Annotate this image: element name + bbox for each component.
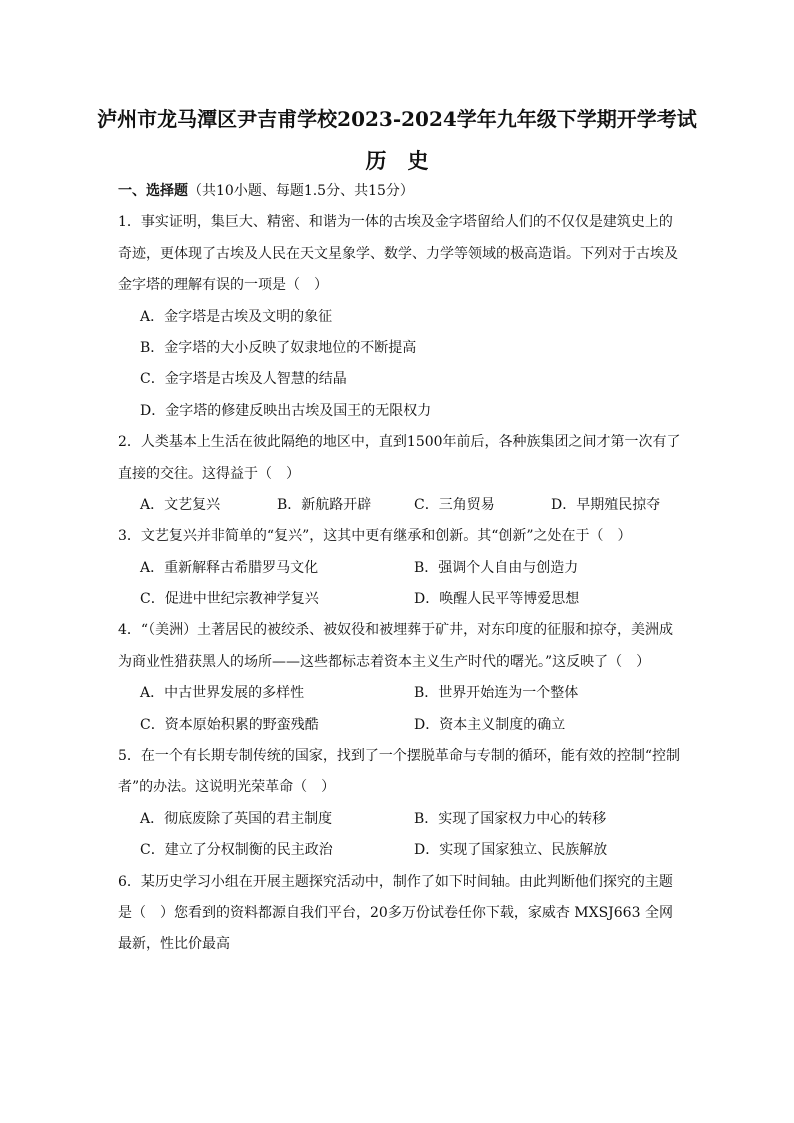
question-4 xyxy=(118,615,688,741)
option-a: A．文艺复兴 xyxy=(140,496,221,513)
option-row xyxy=(118,584,688,615)
option-d: D．早期殖民掠夺 xyxy=(551,496,661,513)
option-row xyxy=(118,710,688,741)
section-heading-label: 一、选择题 xyxy=(118,183,188,199)
question-stem-line: 3．文艺复兴并非简单的“复兴”，这其中更有继承和创新。其“创新”之处在于（ ） xyxy=(118,528,632,545)
question-6 xyxy=(118,867,688,961)
question-stem-line: 者”的办法。这说明光荣革命（ ） xyxy=(118,779,336,796)
option-b: B．新航路开辟 xyxy=(277,496,372,513)
question-stem-line: 直接的交往。这得益于（ ） xyxy=(118,465,300,482)
document-title: 泸州市龙马潭区尹吉甫学校2023-2024学年九年级下学期开学考试 xyxy=(97,107,697,131)
option-row xyxy=(118,490,688,521)
question-stem-line: 金字塔的理解有误的一项是（ ） xyxy=(118,277,328,294)
question-stem-line: 5．在一个有长期专制传统的国家，找到了一个摆脱革命与专制的循环，能有效的控制“控制 xyxy=(118,748,681,765)
section-heading xyxy=(118,176,688,207)
question-1 xyxy=(118,207,688,427)
question-stem-line: 是（ ）您看到的资料都源自我们平台，20多万份试卷任你下载，家威杏 MXSJ663 全网 xyxy=(118,904,673,921)
question-stem-line: 最新，性比价最高 xyxy=(118,936,230,953)
option-a: A．重新解释古希腊罗马文化 xyxy=(140,559,319,576)
question-3 xyxy=(118,521,688,615)
option-b: B．世界开始连为一个整体 xyxy=(414,685,579,702)
option-a: A．中古世界发展的多样性 xyxy=(140,685,305,702)
question-stem-line: 4．“（美洲）土著居民的被绞杀、被奴役和被埋葬于矿井，对东印度的征服和掠夺，美洲成 xyxy=(118,622,674,639)
option-d: D．唤醒人民平等博爱思想 xyxy=(414,591,580,608)
option-d: D．资本主义制度的确立 xyxy=(414,716,566,733)
question-stem-line: 为商业性猎获黑人的场所——这些都标志着资本主义生产时代的曙光。”这反映了（ ） xyxy=(118,653,651,670)
subject-title: 历 史 xyxy=(365,148,429,173)
question-2 xyxy=(118,427,688,521)
option-c: C．资本原始积累的野蛮残酷 xyxy=(140,716,319,733)
option-row xyxy=(118,553,688,584)
option-b: B．金字塔的大小反映了奴隶地位的不断提高 xyxy=(140,339,417,356)
section-heading-note: （共10小题、每题1.5分、共15分） xyxy=(188,183,414,199)
option-c: C．金字塔是古埃及人智慧的结晶 xyxy=(140,371,347,388)
question-stem-line: 6．某历史学习小组在开展主题探究活动中，制作了如下时间轴。由此判断他们探究的主题 xyxy=(118,873,673,890)
option-row xyxy=(118,835,688,866)
question-5 xyxy=(118,741,688,867)
option-c: C．三角贸易 xyxy=(414,496,495,513)
option-d: D．实现了国家独立、民族解放 xyxy=(414,842,608,859)
question-stem-line: 2．人类基本上生活在彼此隔绝的地区中，直到1500年前后，各种族集团之间才第一次有了 xyxy=(118,434,681,451)
question-stem-line: 奇迹，更体现了古埃及人民在天文星象学、数学、力学等领域的极高造诣。下列对于古埃及 xyxy=(118,245,678,262)
option-a: A．彻底废除了英国的君主制度 xyxy=(140,810,333,827)
option-d: D．金字塔的修建反映出古埃及国王的无限权力 xyxy=(140,402,432,419)
option-row xyxy=(118,804,688,835)
option-c: C．建立了分权制衡的民主政治 xyxy=(140,842,333,859)
question-stem-line: 1．事实证明，集巨大、精密、和谐为一体的古埃及金字塔留给人们的不仅仅是建筑史上的 xyxy=(118,214,673,231)
exam-content xyxy=(118,176,688,961)
option-a: A．金字塔是古埃及文明的象征 xyxy=(140,308,333,325)
option-c: C．促进中世纪宗教神学复兴 xyxy=(140,591,319,608)
option-b: B．实现了国家权力中心的转移 xyxy=(414,810,607,827)
option-row xyxy=(118,678,688,709)
option-b: B．强调个人自由与创造力 xyxy=(414,559,579,576)
